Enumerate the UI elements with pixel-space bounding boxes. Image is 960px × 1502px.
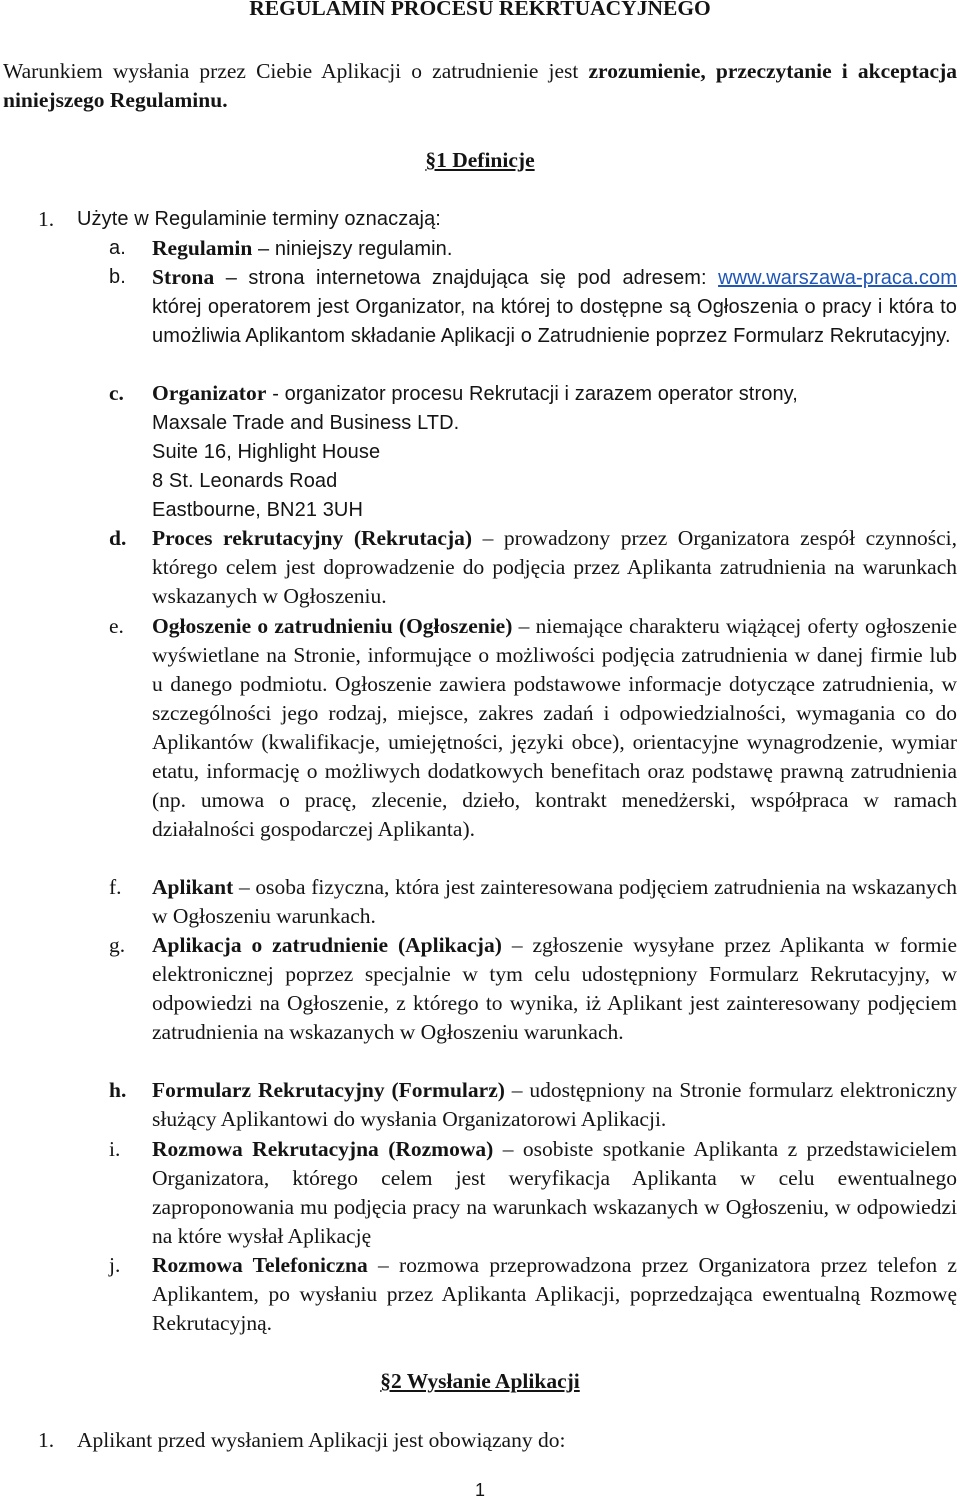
- definition-d-marker: d.: [109, 526, 127, 550]
- definition-b-term: Strona: [152, 265, 215, 289]
- definition-b-marker: b.: [109, 266, 126, 288]
- definition-h-marker: h.: [109, 1078, 127, 1102]
- intro-paragraph: [3, 57, 957, 115]
- definition-a-marker: a.: [109, 237, 126, 259]
- website-link[interactable]: www.warszawa-praca.com: [718, 267, 957, 289]
- definition-f: [0, 873, 957, 931]
- intro-text: Warunkiem wysłania przez Ciebie Aplikacji o zatrudnienie jest: [3, 59, 589, 83]
- definition-j-text: – rozmowa przeprowadzona przez Organizatora przez telefon z Aplikantem, po wysłaniu przez Aplikanta Aplikacji, poprzedzająca ewentualną Rozmowę Rekrutacyjną.: [152, 1253, 957, 1335]
- definition-b-text-after: której operatorem jest Organizator, na której to dostępne są Ogłoszenia o pracy i która to umożliwia Aplikantom składanie Aplikacji o Zatrudnienie poprzez Formularz Rekrutacyjny.: [152, 296, 957, 347]
- document-title: REGULAMIN PROCESU REKRTUACYJNEGO: [249, 0, 711, 20]
- definition-g-term: Aplikacja o zatrudnienie (Aplikacja): [152, 933, 502, 957]
- address-line-2: Suite 16, Highlight House: [152, 441, 381, 463]
- definition-e-text: – niemające charakteru wiążącej oferty ogłoszenie wyświetlane na Stronie, informujące o możliwości podjęcia zatrudnienia w danej firmie lub u danego podmiotu. Ogłoszenie zawiera podstawowe informacje dotyczące zatrudnienia, w szczególności jego rodzaj, miejsce, zakres zadań i odpowiedzialności, wymagania co do Aplikantów (kwalifikacje, umiejętności, języki obce), orientacyjne wynagrodzenie, wymiar etatu, informację o możliwych dodatkowych benefitach oraz podstawę prawną zatrudnienia (np. umowa o pracę, zlecenie, dzieło, kontrakt menedżerski, współpraca w ramach działalności gospodarczej Aplikanta).: [152, 614, 957, 841]
- page-number: 1: [474, 1480, 485, 1500]
- definition-e-marker: e.: [109, 614, 124, 638]
- intro-bold-text: zrozumienie, przeczytanie i akceptacja niniejszego Regulaminu.: [3, 59, 957, 112]
- definition-a: [0, 234, 957, 264]
- definition-f-marker: f.: [109, 875, 122, 899]
- definition-i-term: Rozmowa Rekrutacyjna (Rozmowa): [152, 1137, 494, 1161]
- definition-i-marker: i.: [109, 1137, 121, 1161]
- definition-a-term: Regulamin: [152, 236, 253, 260]
- definition-a-text: – niniejszy regulamin.: [252, 238, 453, 260]
- definition-c-term: Organizator: [152, 381, 267, 405]
- section-1-item-number: 1.: [38, 207, 55, 231]
- section-1-item-text: Użyte w Regulaminie terminy oznaczają:: [77, 208, 441, 230]
- address-line-1: Maxsale Trade and Business LTD.: [152, 412, 460, 434]
- definition-j-marker: j.: [109, 1253, 121, 1277]
- definition-f-text: – osoba fizyczna, która jest zainteresowana podjęciem zatrudnienia na wskazanych w Ogłoszeniu warunkach.: [152, 875, 957, 928]
- section-1-heading: §1 Definicje: [425, 148, 535, 172]
- address-line-3: 8 St. Leonards Road: [152, 470, 338, 492]
- definition-c: [0, 379, 957, 525]
- definition-c-text: - organizator procesu Rekrutacji i zarazem operator strony,: [266, 383, 798, 405]
- definition-d-term: Proces rekrutacyjny (Rekrutacja): [152, 526, 473, 550]
- section-2-heading: §2 Wysłanie Aplikacji: [380, 1369, 580, 1393]
- definition-i: [0, 1135, 957, 1251]
- definition-h-text: – udostępniony na Stronie formularz elektroniczny służący Aplikantowi do wysłania Organizatorowi Aplikacji.: [152, 1078, 957, 1131]
- address-line-4: Eastbourne, BN21 3UH: [152, 499, 364, 521]
- definition-g: [0, 931, 957, 1047]
- definition-e: [0, 612, 957, 844]
- definition-d: [0, 524, 957, 611]
- definition-b-text-before: – strona internetowa znajdująca się pod adresem:: [214, 267, 719, 289]
- section-2-item-number: 1.: [38, 1428, 55, 1452]
- definition-e-term: Ogłoszenie o zatrudnieniu (Ogłoszenie): [152, 614, 513, 638]
- section-2-item-text: Aplikant przed wysłaniem Aplikacji jest obowiązany do:: [77, 1428, 566, 1452]
- definition-h-term: Formularz Rekrutacyjny (Formularz): [152, 1078, 505, 1102]
- definition-h: [0, 1076, 957, 1134]
- definition-j: [0, 1251, 957, 1338]
- definition-d-text: – prowadzony przez Organizatora zespół czynności, którego celem jest doprowadzenie do podjęcia przez Aplikanta zatrudnienia na warunkach wskazanych w Ogłoszeniu.: [152, 526, 958, 608]
- definition-i-text: – osobiste spotkanie Aplikanta z przedstawicielem Organizatora, którego celem jest weryfikacja Aplikanta w celu ewentualnego zaproponowania mu podjęcia pracy na warunkach wskazanych w Ogłoszeniu, w odpowiedzi na które wysłał Aplikację: [152, 1137, 957, 1248]
- definition-f-term: Aplikant: [152, 875, 234, 899]
- definition-g-text: – zgłoszenie wysyłane przez Aplikanta w formie elektronicznej poprzez specjalnie w tym celu udostępniony Formularz Rekrutacyjny, w odpowiedzi na Ogłoszenie, z którego to wynika, iż Aplikant jest zainteresowany podjęciem zatrudnienia na wskazanych w Ogłoszeniu warunkach.: [152, 933, 958, 1044]
- definition-j-term: Rozmowa Telefoniczna: [152, 1253, 368, 1277]
- definition-b: [0, 263, 957, 351]
- definition-c-marker: c.: [109, 381, 124, 405]
- definition-g-marker: g.: [109, 933, 126, 957]
